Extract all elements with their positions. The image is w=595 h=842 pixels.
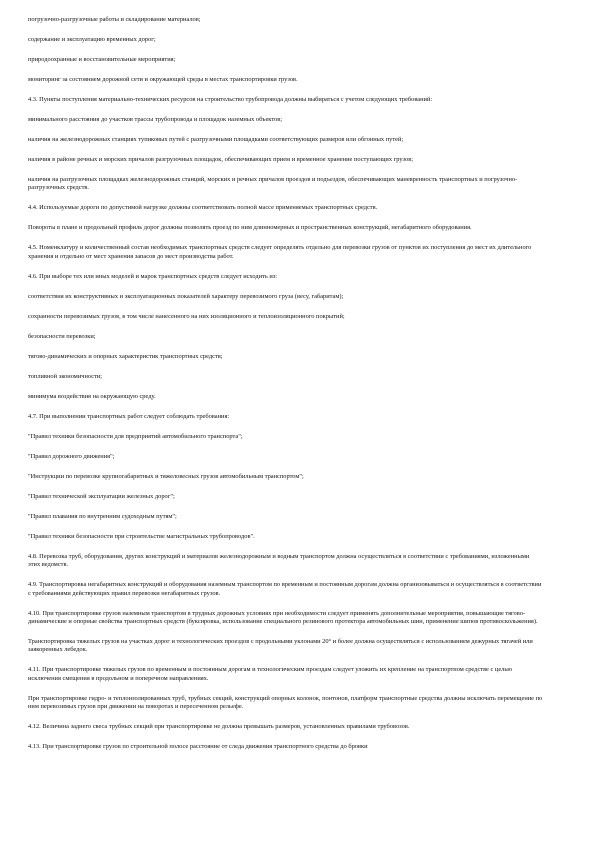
text-paragraph: "Инструкции по перевозке крупногабаритных и тяжеловесных грузов автомобильным транспортом"; (28, 472, 304, 480)
text-paragraph: 4.5. Номенклатуру и количественный состав необходимых транспортных средств следует определять отдельно для перевозки грузов от пунктов их поступления до мест их длительного хранения и отдельно от мест хранения запасов до мест производства работ. (28, 244, 532, 260)
text-paragraph: 4.4. Используемые дороги по допустимой нагрузке должны соответствовать полной массе применяемых транспортных средств. (28, 204, 378, 212)
text-paragraph: 4.11. При транспортировке тяжелых грузов по временным и постоянным дорогам и технологическим проездам следует уложить их крепление на транспортном средстве с целью исключения смещения в продольном и поперечном направлениях. (28, 666, 513, 682)
text-paragraph: "Правил технической эксплуатации железных дорог"; (28, 492, 175, 500)
text-paragraph: погрузочно-разгрузочные работы и складирование материалов; (28, 16, 201, 23)
text-paragraph: топливной экономичности; (28, 372, 103, 380)
text-paragraph: При транспортировке гидро- и теплоизолированных труб, трубных секций, конструкций опорных колонок, понтонов, платформ транспортные средства должны исключать перемещение по ним перевозимых грузов при движении на поворотах и пересеченном рельефе. (28, 694, 543, 711)
text-paragraph: безопасности перевозки; (28, 332, 96, 340)
text-paragraph: наличия в районе речных и морских причалов разгрузочных площадок, обеспечивающих прием и временное хранение поступающих грузов; (28, 156, 414, 163)
text-paragraph: 4.10. При транспортировке грузов наземным транспортом в трудных дорожных условиях при необходимости следует применять дополнительные мероприятия, повышающие тягово-динамические и опорные свойства транспортных средств (буксировка, использование специального резинового протектора автомобильных шин, применение шипов противоскольжения). (28, 609, 538, 626)
text-paragraph: 4.6. При выборе тех или иных моделей и марок транспортных средств следует исходить из: (28, 272, 278, 280)
text-paragraph: "Правил дорожного движения"; (28, 452, 115, 460)
text-paragraph: Транспортировка тяжелых грузов на участках дорог и технологических проездов с продольными уклонами 20° и более должна осуществляться с использованием дежурных тягачей или заякоренных лебедок. (28, 638, 533, 654)
text-paragraph: 4.9. Транспортировка негабаритных конструкций и оборудования наземным транспортом по временным и постоянным дорогам должна организовываться и осуществляться в соответствии с требованиями действующих правил перевозки негабаритных грузов. (28, 581, 542, 597)
text-paragraph: 4.7. При выполнении транспортных работ следует соблюдать требования: (28, 412, 230, 420)
text-paragraph: "Правил техники безопасности для предприятий автомобильного транспорта"; (28, 432, 243, 440)
text-paragraph: 4.12. Величина заднего свеса трубных секций при транспортировке не должна превышать размеров, установленных правилами трубовозов. (28, 723, 410, 731)
text-paragraph: минимального расстояния до участков трассы трубопровода и площадок наземных объектов; (28, 116, 283, 123)
text-paragraph: сохранности перевозимых грузов, в том числе нанесенного на них изоляционного и теплоизоляционного покрытий; (28, 312, 345, 320)
text-paragraph: наличия на разгрузочных площадках железнодорожных станций, морских и речных причалов проездов и подъездов, обеспечивающих маневренность транспортных и погрузочно-разгрузочных средств. (28, 176, 518, 192)
text-paragraph: соответствия их конструктивных и эксплуатационных показателей характеру перевозимого груза (весу, габаритам); (28, 292, 344, 300)
text-paragraph: 4.13. При транспортировке грузов по строительной полосе расстояние от следа движения транспортного средства до бровки (28, 743, 368, 751)
text-paragraph: природоохранные и восстановительные мероприятия; (28, 56, 176, 63)
text-paragraph: 4.3. Пункты поступления материально-технических ресурсов на строительство трубопровода должны выбираться с учетом следующих требований: (28, 96, 433, 103)
text-paragraph: 4.8. Перевозка труб, оборудования, других конструкций и материалов железнодорожным и водным транспортом должна осуществляться в соответствии с требованиями, изложенными этих ведомств. (28, 552, 530, 569)
text-paragraph: минимума воздействия на окружающую среду. (28, 392, 156, 400)
text-paragraph: "Правил техники безопасности при строительстве магистральных трубопроводов". (28, 532, 255, 540)
text-paragraph: тягово-динамических и опорных характеристик транспортных средств; (28, 352, 223, 360)
text-paragraph: Повороты в плане и продольный профиль дорог должны позволять проезд по ним длинномерных и пространственных конструкций, негабаритного оборудования. (28, 224, 472, 232)
text-paragraph: мониторинг за состоянием дорожной сети и окружающей среды в местах транспортировки грузов. (28, 76, 298, 83)
text-paragraph: "Правил плавания по внутренним судоходным путям"; (28, 512, 177, 520)
text-paragraph: содержание и эксплуатацию временных дорог; (28, 36, 156, 43)
text-paragraph: наличия на железнодорожных станциях тупиковых путей с разгрузочными площадками соответствующих размеров или обгонных путей; (28, 136, 404, 143)
